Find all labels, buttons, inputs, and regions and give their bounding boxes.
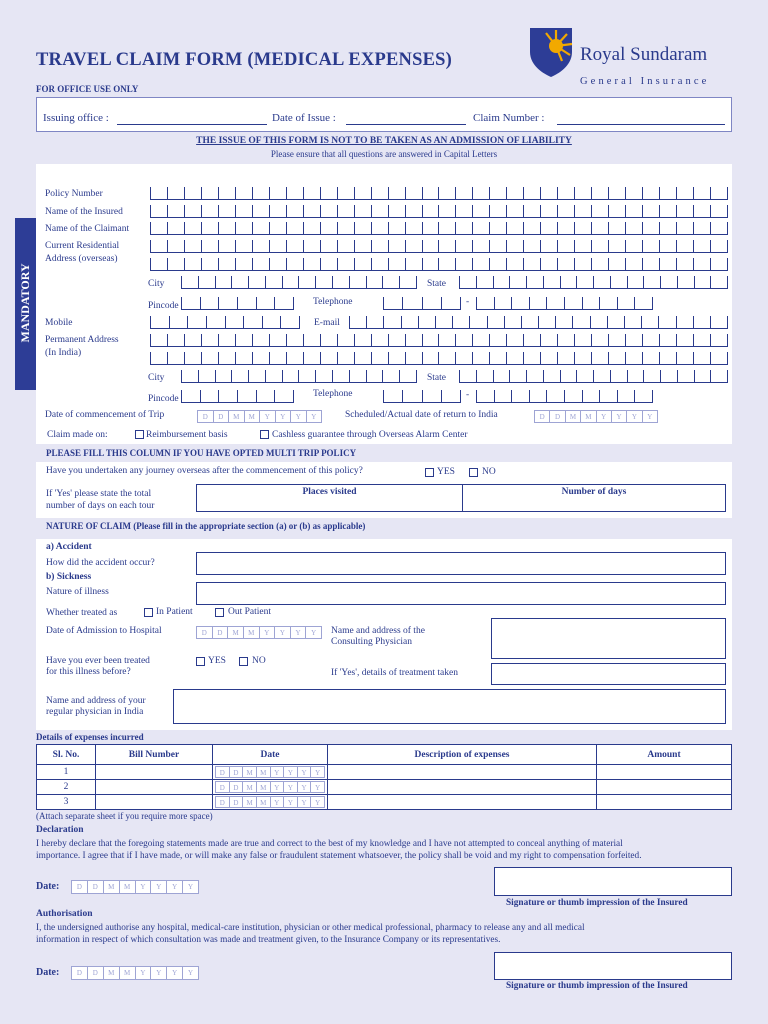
name-insured-field[interactable] xyxy=(150,205,728,218)
pincode-label: Pincode xyxy=(148,301,179,311)
treatment-details-label: If 'Yes', details of treatment taken xyxy=(331,668,458,678)
table-row xyxy=(37,780,732,795)
accident-how-field[interactable] xyxy=(196,552,726,575)
telephone-dash: - xyxy=(466,297,470,307)
declaration-heading: Declaration xyxy=(36,825,84,835)
places-visited-header: Places visited xyxy=(197,485,463,511)
bill-number-cell[interactable] xyxy=(96,795,213,810)
col-date: Date xyxy=(213,745,328,765)
cashless-checkbox[interactable] xyxy=(260,430,269,439)
declaration-text-1: I hereby declare that the foregoing statements made are true and correct to the best of my knowledge and I have not attempted to conceal anything of material xyxy=(36,839,623,849)
telephone-label: Telephone xyxy=(313,297,353,307)
regular-physician-field[interactable] xyxy=(173,689,726,724)
reimbursement-label: Reimbursement basis xyxy=(146,430,228,440)
sl-no-cell: 2 xyxy=(37,780,96,795)
description-cell[interactable] xyxy=(328,765,597,780)
treated-before-no-checkbox[interactable] xyxy=(239,657,248,666)
table-row xyxy=(37,795,732,810)
perm-city-field[interactable] xyxy=(181,370,417,383)
number-of-days-header: Number of days xyxy=(561,487,627,497)
city-label: City xyxy=(148,279,165,289)
current-address-field-1[interactable] xyxy=(150,240,728,253)
illness-label: Nature of illness xyxy=(46,587,109,597)
amount-cell[interactable] xyxy=(597,780,732,795)
amount-cell[interactable] xyxy=(597,765,732,780)
city-field[interactable] xyxy=(181,276,417,289)
authorisation-text-1: I, the undersigned authorise any hospital, medical-care institution, physician or other medical professional, pharmacy to release any and all medical xyxy=(36,923,585,933)
sl-no-cell: 1 xyxy=(37,765,96,780)
admission-date-field[interactable]: D D M M Y Y Y Y xyxy=(196,626,322,639)
mobile-field[interactable] xyxy=(150,316,300,329)
in-patient-checkbox[interactable] xyxy=(144,608,153,617)
perm-telephone-number-field[interactable] xyxy=(476,390,653,403)
authorisation-signature-box[interactable] xyxy=(494,952,732,980)
total-days-label-2: number of days on each tour xyxy=(46,501,155,511)
claim-made-on-label: Claim made on: xyxy=(47,430,108,440)
current-address-label-2: Address (overseas) xyxy=(45,254,118,264)
office-use-label: FOR OFFICE USE ONLY xyxy=(36,84,139,94)
telephone-code-field[interactable] xyxy=(383,297,461,310)
multi-trip-heading: PLEASE FILL THIS COLUMN IF YOU HAVE OPTED MULTI TRIP POLICY xyxy=(46,448,357,458)
reimbursement-checkbox[interactable] xyxy=(135,430,144,439)
date-of-issue-field[interactable] xyxy=(346,124,466,125)
sickness-label: b) Sickness xyxy=(46,572,92,582)
sl-no-cell: 3 xyxy=(37,795,96,810)
permanent-address-label-2: (In India) xyxy=(45,348,82,358)
capital-letters-notice: Please ensure that all questions are answered in Capital Letters xyxy=(270,149,498,159)
out-patient-checkbox[interactable] xyxy=(215,608,224,617)
form-title: TRAVEL CLAIM FORM (MEDICAL EXPENSES) xyxy=(36,50,452,70)
total-days-label-1: If 'Yes' please state the total xyxy=(46,489,152,499)
name-claimant-label: Name of the Claimant xyxy=(45,224,130,234)
mandatory-band xyxy=(15,218,36,390)
authorisation-date-field[interactable]: D D M M Y Y Y Y xyxy=(71,966,199,980)
mandatory-label: MANDATORY xyxy=(18,263,33,343)
brand-name: Royal Sundaram xyxy=(580,44,708,65)
claim-number-label: Claim Number : xyxy=(473,112,545,124)
bill-number-cell[interactable] xyxy=(96,765,213,780)
date-cell[interactable]: D D M M Y Y Y Y xyxy=(213,780,328,795)
issuing-office-field[interactable] xyxy=(117,124,267,125)
consulting-physician-label-2: Consulting Physician xyxy=(331,637,413,647)
mandatory-section xyxy=(36,164,732,444)
permanent-address-label-1: Permanent Address xyxy=(45,335,119,345)
consulting-physician-label-1: Name and address of the xyxy=(331,626,425,636)
journey-no-checkbox[interactable] xyxy=(469,468,478,477)
name-insured-label: Name of the Insured xyxy=(45,207,123,217)
multi-trip-table[interactable] xyxy=(196,484,726,512)
permanent-address-field-2[interactable] xyxy=(150,352,728,365)
declaration-date-label: Date: xyxy=(36,881,60,892)
authorisation-heading: Authorisation xyxy=(36,909,93,919)
royal-sundaram-logo-icon xyxy=(528,26,574,78)
authorisation-signature-label: Signature or thumb impression of the Insured xyxy=(506,981,688,991)
treatment-details-field[interactable] xyxy=(491,663,726,685)
state-field[interactable] xyxy=(459,276,728,289)
nature-section xyxy=(36,539,732,730)
accident-how-label: How did the accident occur? xyxy=(46,558,155,568)
state-label: State xyxy=(427,279,446,289)
current-address-field-2[interactable] xyxy=(150,258,728,271)
office-use-box xyxy=(36,97,732,132)
description-cell[interactable] xyxy=(328,795,597,810)
claim-number-field[interactable] xyxy=(557,124,725,125)
col-description: Description of expenses xyxy=(328,745,597,765)
treated-before-yes-label: YES xyxy=(208,656,226,666)
treated-as-label: Whether treated as xyxy=(46,608,118,618)
description-cell[interactable] xyxy=(328,780,597,795)
treated-before-label-1: Have you ever been treated xyxy=(46,656,150,666)
table-row xyxy=(37,765,732,780)
accident-label: a) Accident xyxy=(46,542,92,552)
treated-before-label-2: for this illness before? xyxy=(46,667,131,677)
name-claimant-field[interactable] xyxy=(150,222,728,235)
perm-telephone-dash: - xyxy=(466,390,470,400)
declaration-signature-box[interactable] xyxy=(494,867,732,896)
perm-state-label: State xyxy=(427,373,446,383)
treated-before-yes-checkbox[interactable] xyxy=(196,657,205,666)
brand-subtitle: General Insurance xyxy=(580,76,710,87)
date-of-issue-label: Date of Issue : xyxy=(272,112,336,124)
in-patient-label: In Patient xyxy=(156,607,193,617)
multi-trip-section xyxy=(36,462,732,518)
issuing-office-label: Issuing office : xyxy=(43,112,109,124)
permanent-address-field-1[interactable] xyxy=(150,334,728,347)
authorisation-date-label: Date: xyxy=(36,967,60,978)
bill-number-cell[interactable] xyxy=(96,780,213,795)
consulting-physician-field[interactable] xyxy=(491,618,726,659)
date-cell[interactable]: D D M M Y Y Y Y xyxy=(213,765,328,780)
regular-physician-label-2: regular physician in India xyxy=(46,707,144,717)
declaration-text-2: importance. I agree that if I have made, or will make any false or fraudulent statement whatsoever, the policy shall be void and my right to compensation forfeited. xyxy=(36,851,642,861)
policy-number-label: Policy Number xyxy=(45,189,103,199)
journey-yes-checkbox[interactable] xyxy=(425,468,434,477)
perm-telephone-label: Telephone xyxy=(313,389,353,399)
illness-field[interactable] xyxy=(196,582,726,605)
regular-physician-label-1: Name and address of your xyxy=(46,696,146,706)
mobile-label: Mobile xyxy=(45,318,73,328)
col-bill-number: Bill Number xyxy=(96,745,213,765)
perm-pincode-label: Pincode xyxy=(148,394,179,404)
pincode-field[interactable] xyxy=(181,297,294,310)
telephone-number-field[interactable] xyxy=(476,297,653,310)
admission-date-label: Date of Admission to Hospital xyxy=(46,626,162,636)
col-amount: Amount xyxy=(597,745,732,765)
perm-city-label: City xyxy=(148,373,165,383)
date-cell[interactable]: D D M M Y Y Y Y xyxy=(213,795,328,810)
treated-before-no-label: NO xyxy=(252,656,266,666)
journey-no-label: NO xyxy=(482,467,496,477)
cashless-label: Cashless guarantee through Overseas Alarm Center xyxy=(272,430,468,440)
declaration-signature-label: Signature or thumb impression of the Insured xyxy=(506,898,688,908)
col-sl-no: Sl. No. xyxy=(37,745,96,765)
expenses-heading: Details of expenses incurred xyxy=(36,732,144,742)
nature-heading: NATURE OF CLAIM (Please fill in the appropriate section (a) or (b) as applicable) xyxy=(46,521,366,531)
email-field[interactable] xyxy=(349,316,728,329)
amount-cell[interactable] xyxy=(597,795,732,810)
policy-number-field[interactable] xyxy=(150,187,728,200)
email-label: E-mail xyxy=(314,318,340,328)
perm-pincode-field[interactable] xyxy=(181,390,294,403)
attach-sheet-note: (Attach separate sheet if you require more space) xyxy=(36,811,213,821)
commencement-date-field[interactable]: D D M M Y Y Y Y xyxy=(197,410,322,423)
journey-yes-label: YES xyxy=(437,467,455,477)
journey-question: Have you undertaken any journey overseas after the commencement of this policy? xyxy=(46,466,363,476)
commencement-date-label: Date of commencement of Trip xyxy=(45,410,165,420)
out-patient-label: Out Patient xyxy=(228,607,272,617)
authorisation-text-2: information in respect of which consultation was made and treatment given, to the Insurance Company or its representatives. xyxy=(36,935,501,945)
perm-state-field[interactable] xyxy=(459,370,728,383)
expenses-table xyxy=(36,744,732,810)
perm-telephone-code-field[interactable] xyxy=(383,390,461,403)
declaration-date-field[interactable]: D D M M Y Y Y Y xyxy=(71,880,199,894)
return-date-field[interactable]: D D M M Y Y Y Y xyxy=(534,410,658,423)
current-address-label-1: Current Residential xyxy=(45,241,120,251)
liability-notice: THE ISSUE OF THIS FORM IS NOT TO BE TAKEN AS AN ADMISSION OF LIABILITY xyxy=(196,136,572,146)
return-date-label: Scheduled/Actual date of return to India xyxy=(345,410,498,420)
